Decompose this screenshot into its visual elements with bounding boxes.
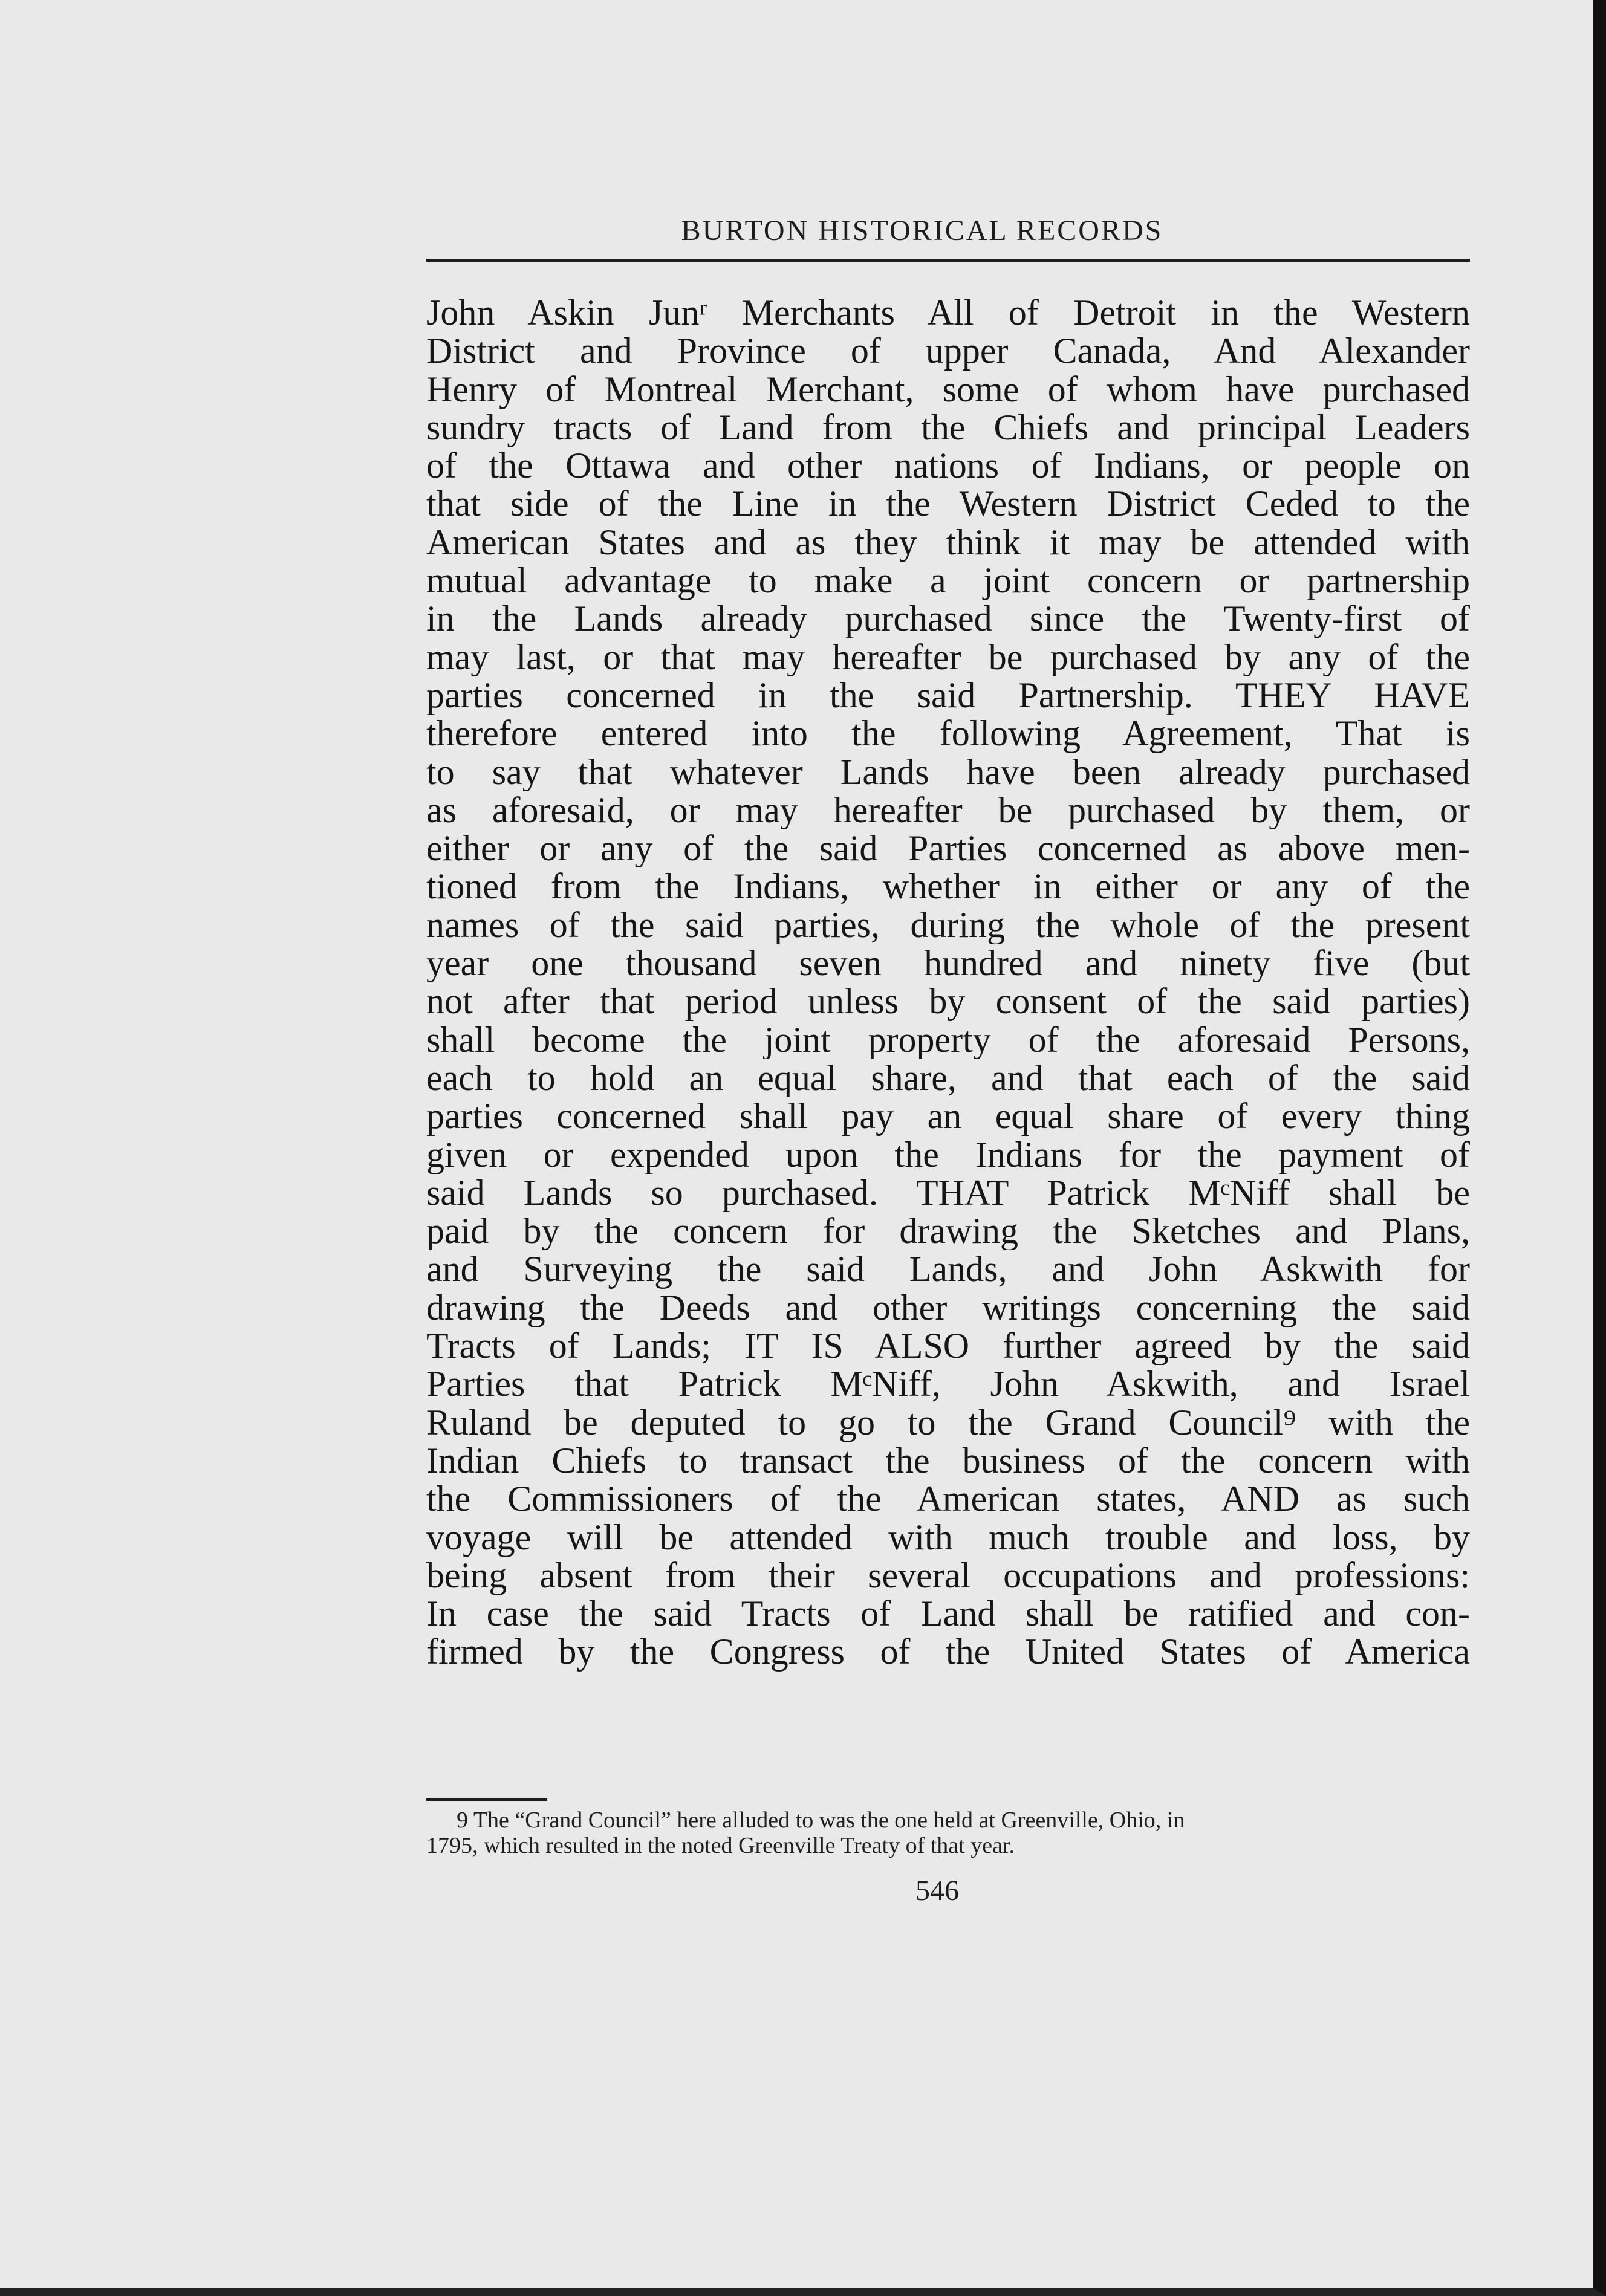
footnote-line: 9 The “Grand Council” here alluded to was the one held at Greenville, Ohio, in: [457, 1808, 1185, 1833]
running-head: BURTON HISTORICAL RECORDS: [681, 215, 1163, 247]
body-line: drawing the Deeds and other writings concerning the said: [426, 1288, 1470, 1328]
body-line: tioned from the Indians, whether in either or any of the: [426, 867, 1470, 906]
body-line: In case the said Tracts of Land shall be ratified and con-: [426, 1595, 1470, 1633]
body-line: being absent from their several occupations and professions:: [426, 1556, 1470, 1595]
body-line: firmed by the Congress of the United States of America: [426, 1633, 1470, 1672]
body-line: Henry of Montreal Merchant, some of whom have purchased: [426, 370, 1470, 409]
body-line: that side of the Line in the Western District Ceded to the: [426, 485, 1470, 524]
body-line: sundry tracts of Land from the Chiefs and principal Leaders: [426, 408, 1470, 447]
body-line: in the Lands already purchased since the Twenty-first of: [426, 600, 1470, 638]
body-line: shall become the joint property of the aforesaid Persons,: [426, 1020, 1470, 1059]
body-line: voyage will be attended with much trouble and loss, by: [426, 1518, 1470, 1557]
body-line: the Commissioners of the American states, AND as such: [426, 1480, 1470, 1519]
header-rule: [426, 259, 1470, 262]
body-line: parties concerned shall pay an equal share of every thing: [426, 1097, 1470, 1136]
body-line: District and Province of upper Canada, And Alexander: [426, 332, 1470, 371]
body-line: parties concerned in the said Partnership. THEY HAVE: [426, 676, 1470, 715]
body-line: paid by the concern for drawing the Sketches and Plans,: [426, 1212, 1470, 1251]
body-line: of the Ottawa and other nations of Indians, or people on: [426, 447, 1470, 485]
body-line: names of the said parties, during the whole of the present: [426, 906, 1470, 945]
footnote-rule: [426, 1798, 547, 1801]
body-line: therefore entered into the following Agreement, That is: [426, 715, 1470, 753]
body-line: Parties that Patrick MᶜNiff, John Askwith, and Israel: [426, 1365, 1470, 1404]
body-line: not after that period unless by consent of the said parties): [426, 982, 1470, 1021]
body-line: mutual advantage to make a joint concern or partnership: [426, 562, 1470, 600]
body-line: as aforesaid, or may hereafter be purchased by them, or: [426, 791, 1470, 830]
footnote-line: 1795, which resulted in the noted Greenville Treaty of that year.: [426, 1833, 1015, 1858]
body-line: may last, or that may hereafter be purchased by any of the: [426, 638, 1470, 676]
body-text: [426, 294, 1470, 1672]
body-line: Indian Chiefs to transact the business of the concern with: [426, 1441, 1470, 1480]
body-line: American States and as they think it may be attended with: [426, 523, 1470, 562]
body-line: to say that whatever Lands have been already purchased: [426, 753, 1470, 791]
body-line: year one thousand seven hundred and ninety five (but: [426, 944, 1470, 983]
page-number: 546: [915, 1875, 959, 1907]
body-line: given or expended upon the Indians for the payment of: [426, 1135, 1470, 1174]
body-line: Ruland be deputed to go to the Grand Council⁹ with the: [426, 1403, 1470, 1442]
body-line: either or any of the said Parties concerned as above men-: [426, 829, 1470, 868]
body-line: said Lands so purchased. THAT Patrick MᶜNiff shall be: [426, 1173, 1470, 1213]
body-line: and Surveying the said Lands, and John Askwith for: [426, 1250, 1470, 1289]
body-line: Tracts of Lands; IT IS ALSO further agreed by the said: [426, 1327, 1470, 1366]
footnote: [426, 1808, 1470, 1858]
body-line: each to hold an equal share, and that each of the said: [426, 1059, 1470, 1098]
body-line: John Askin Junʳ Merchants All of Detroit in the Western: [426, 294, 1470, 332]
